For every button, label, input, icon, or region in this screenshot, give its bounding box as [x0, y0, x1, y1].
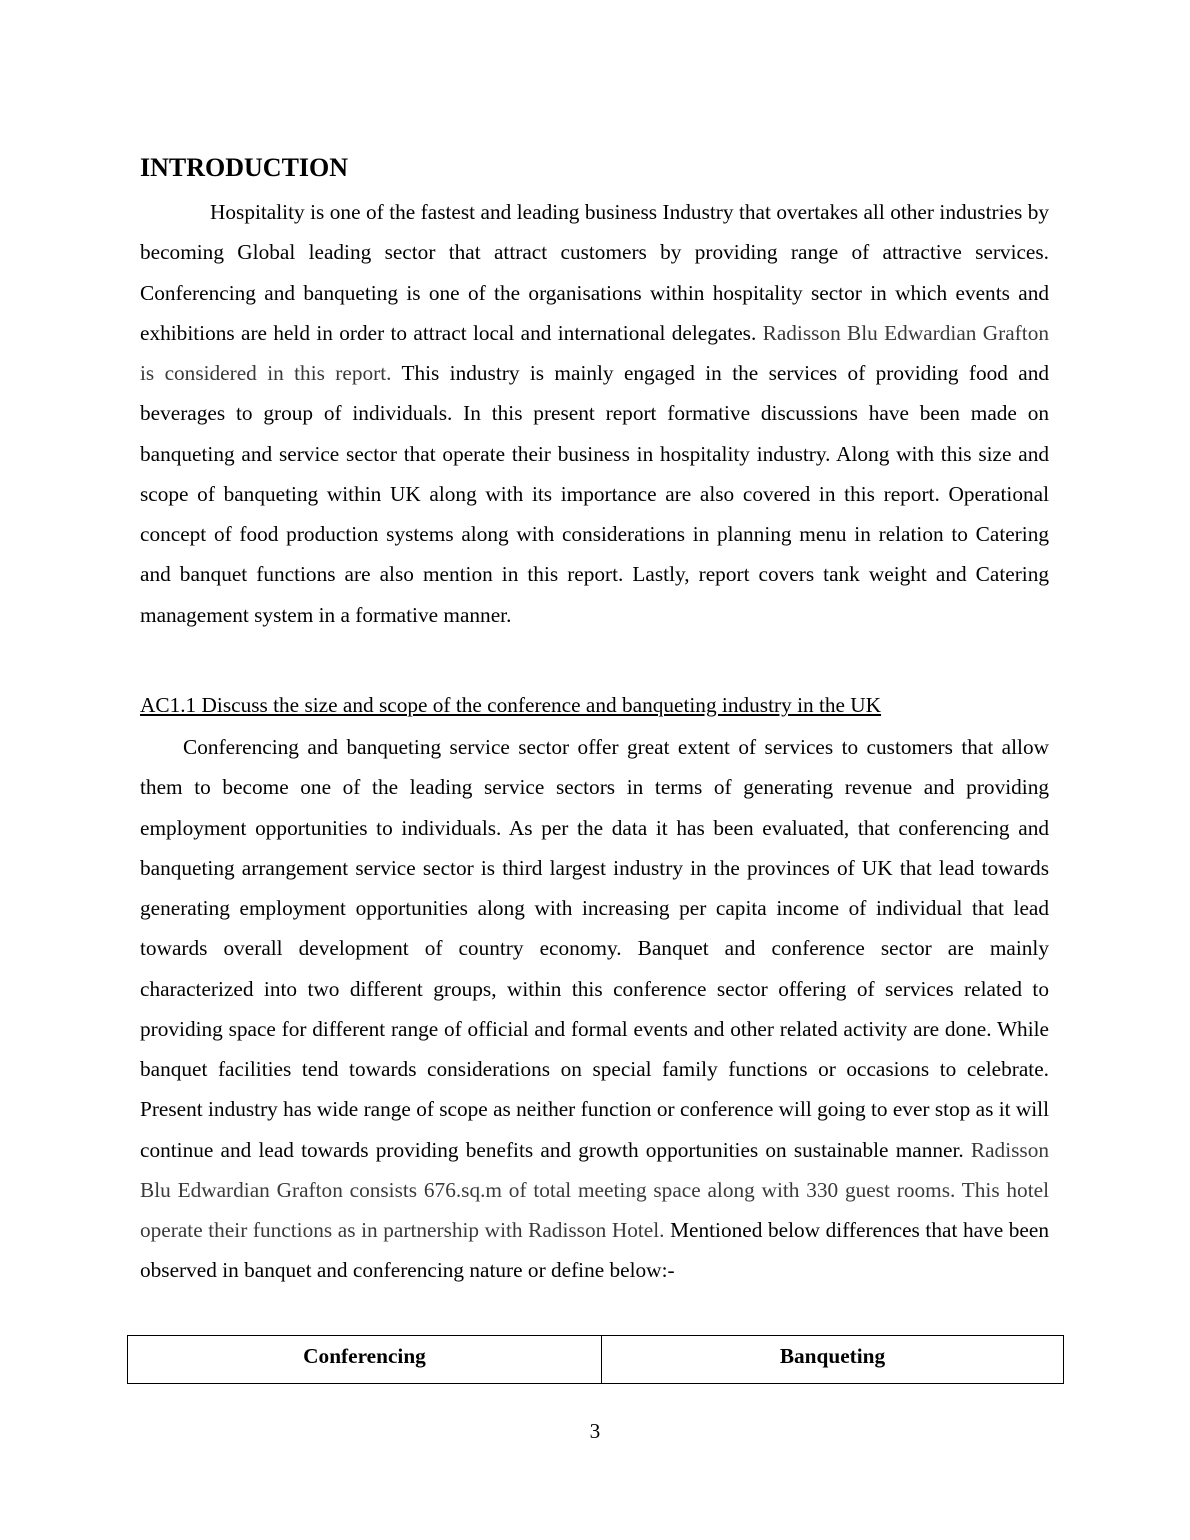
table-header-banqueting: Banqueting: [602, 1336, 1064, 1384]
intro-text-end: This industry is mainly engaged in the services of providing food and beverages to group of individuals. In this present report formative discussions have been made on banqueting and service sector that operate their business in hospitality industry. Along with this size and scope of banqueting within UK along with its importance are also covered in this report. Operational concept of food production systems along with considerations in planning menu in relation to Catering and banquet functions are also mention in this report. Lastly, report covers tank weight and Catering management system in a formative manner.: [140, 361, 1050, 627]
section-heading-ac1-1: AC1.1 Discuss the size and scope of the conference and banqueting industry in the UK: [140, 693, 882, 717]
intro-text-start: Hospitality is one of the fastest and leading business Industry that overtakes all other industries by becoming Global leading sector that attract customers by providing range of attractive services. Conferencing and banqueting is one of the organisations within hospitality sector in which events and exhibitions are held in order to attract local and international delegates.: [140, 200, 1049, 345]
table-header-conferencing: Conferencing: [128, 1336, 602, 1384]
intro-paragraph: [140, 192, 1049, 635]
section-text-end: Mentioned below differences that have been observed in banquet and conferencing nature or define below:-: [140, 1218, 1049, 1283]
page-heading: INTRODUCTION: [140, 153, 349, 182]
comparison-table: [127, 1335, 1064, 1384]
section-hotel-note: Radisson Blu Edwardian Grafton consists 676.sq.m of total meeting space along with 330 guest rooms. This hotel operate their functions as in partnership with Radisson Hotel.: [140, 1137, 1049, 1242]
intro-hotel-note: Radisson Blu Edwardian Grafton is considered in this report.: [140, 320, 1049, 385]
page-number: 3: [589, 1419, 601, 1443]
table-header-row: [128, 1336, 1064, 1384]
section-paragraph: [140, 727, 1049, 1291]
section-text-start: Conferencing and banqueting service sector offer great extent of services to customers that allow them to become one of the leading service sectors in terms of generating revenue and providing employment opportunities to individuals. As per the data it has been evaluated, that conferencing and banqueting arrangement service sector is third largest industry in the provinces of UK that lead towards generating employment opportunities along with increasing per capita income of individual that lead towards overall development of country economy. Banquet and conference sector are mainly characterized into two different groups, within this conference sector offering of services related to providing space for different range of official and formal events and other related activity are done. While banquet facilities tend towards considerations on special family functions or occasions to celebrate. Present industry has wide range of scope as neither function or conference will going to ever stop as it will continue and lead towards providing benefits and growth opportunities on sustainable manner.: [140, 735, 1050, 1162]
